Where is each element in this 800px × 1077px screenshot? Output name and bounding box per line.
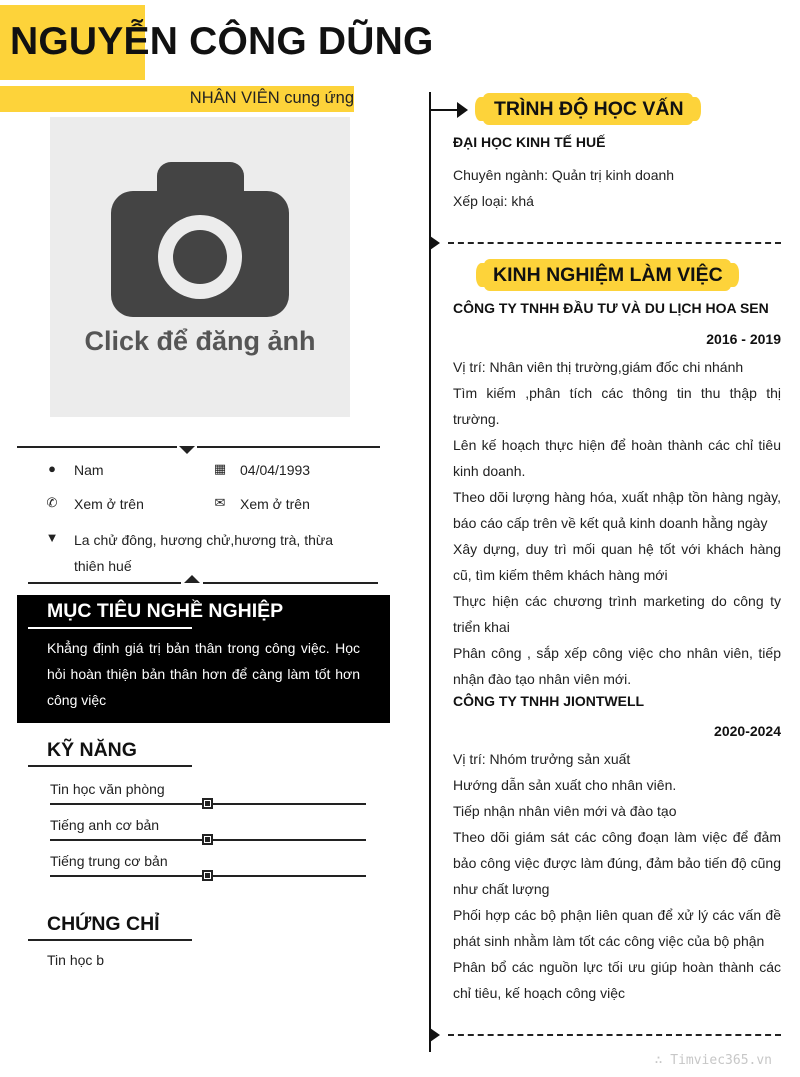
birthday-value[interactable]: 04/04/1993 bbox=[240, 462, 311, 478]
skill-name[interactable]: Tin học văn phòng bbox=[50, 781, 165, 797]
job-line: Phân bổ các nguồn lực tối ưu giúp hoàn thành các chỉ tiêu, kế hoạch công việc bbox=[453, 959, 781, 1001]
address-value[interactable]: La chử đông, hương chử,hương trà, thừa thiên huế bbox=[74, 532, 334, 574]
info-divider-right bbox=[197, 446, 380, 448]
job-description[interactable] bbox=[453, 354, 781, 692]
objective-title: MỤC TIÊU NGHỀ NGHIỆP bbox=[47, 600, 284, 622]
timeline-marker bbox=[430, 236, 440, 250]
info-bottom-divider-left bbox=[28, 582, 181, 584]
divider-arrow-up bbox=[184, 575, 200, 583]
job-company[interactable]: CÔNG TY TNHH ĐẦU TƯ VÀ DU LỊCH HOA SEN bbox=[453, 300, 769, 316]
skills-title: KỸ NĂNG bbox=[47, 739, 137, 761]
job-line: Lên kế hoạch thực hiện để hoàn thành các chỉ tiêu kinh doanh. bbox=[453, 437, 781, 479]
job-period[interactable]: 2020-2024 bbox=[714, 723, 781, 739]
skill-level-handle[interactable] bbox=[202, 870, 213, 881]
skill-name[interactable]: Tiếng trung cơ bản bbox=[50, 853, 168, 869]
experience-title: KINH NGHIỆM LÀM VIỆC bbox=[493, 264, 723, 286]
job-line: Phân công , sắp xếp công việc cho nhân viên, tiếp nhận đào tạo nhân viên mới. bbox=[453, 645, 781, 687]
education-major[interactable]: Chuyên ngành: Quản trị kinh doanh bbox=[453, 167, 675, 183]
job-line: Phối hợp các bộ phận liên quan để xử lý các vấn đề phát sinh nhằm làm tốt các công việc của bộ phận bbox=[453, 907, 781, 949]
candidate-position[interactable]: NHÂN VIÊN cung ứng bbox=[189, 89, 354, 107]
info-divider-left bbox=[17, 446, 177, 448]
section-divider bbox=[448, 1034, 781, 1036]
job-line: Vị trí: Nhóm trưởng sản xuất bbox=[453, 751, 631, 767]
arrow-right-icon bbox=[457, 102, 468, 118]
job-description[interactable] bbox=[453, 746, 781, 1006]
job-line: Tìm kiếm ,phân tích các thông tin thu thập thị trường. bbox=[453, 385, 781, 427]
skill-name[interactable]: Tiếng anh cơ bản bbox=[50, 817, 160, 833]
job-period[interactable]: 2016 - 2019 bbox=[706, 331, 781, 347]
divider-arrow-down bbox=[179, 446, 195, 454]
skill-level-handle[interactable] bbox=[202, 834, 213, 845]
education-grade[interactable]: Xếp loại: khá bbox=[453, 193, 534, 209]
candidate-name[interactable]: NGUYỄN CÔNG DŨNG bbox=[10, 20, 434, 63]
job-line: Tiếp nhận nhân viên mới và đào tạo bbox=[453, 803, 677, 819]
section-divider bbox=[448, 242, 781, 244]
phone-value[interactable]: Xem ở trên bbox=[74, 496, 144, 512]
watermark: ∴ Timviec365.vn bbox=[654, 1053, 772, 1068]
education-school[interactable]: ĐẠI HỌC KINH TẾ HUẾ bbox=[453, 134, 606, 150]
certificates-title: CHỨNG CHỈ bbox=[47, 913, 160, 935]
job-line: Theo dõi lượng hàng hóa, xuất nhập tồn hàng ngày, báo cáo cấp trên về kết quả kinh doanh hằng ngày bbox=[453, 489, 781, 531]
calendar-icon: ▦ bbox=[213, 461, 227, 476]
job-line: Theo dõi giám sát các công đoạn làm việc để đảm bảo công việc được làm đúng, đảm bảo tiến độ cũng như chất lượng bbox=[453, 829, 781, 897]
objective-text[interactable]: Khẳng định giá trị bản thân trong công việc. Học hỏi hoàn thiện bản thân hơn để càng làm tốt hơn công việc bbox=[47, 640, 360, 708]
job-line: Thực hiện các chương trình marketing do công ty triển khai bbox=[453, 593, 781, 635]
job-company[interactable]: CÔNG TY TNHH JIONTWELL bbox=[453, 693, 645, 709]
certificates-title-underline bbox=[28, 939, 192, 941]
timeline-marker bbox=[430, 1028, 440, 1042]
email-value[interactable]: Xem ở trên bbox=[240, 496, 310, 512]
certificate-item[interactable]: Tin học b bbox=[47, 952, 105, 968]
job-line: Hướng dẫn sản xuất cho nhân viên. bbox=[453, 777, 677, 793]
job-line: Vị trí: Nhân viên thị trường,giám đốc chi nhánh bbox=[453, 359, 744, 375]
photo-upload-caption: Click để đăng ảnh bbox=[84, 326, 316, 356]
info-bottom-divider-right bbox=[203, 582, 378, 584]
photo-upload[interactable] bbox=[50, 117, 350, 417]
objective-title-underline bbox=[28, 627, 192, 629]
gender-value[interactable]: Nam bbox=[74, 462, 104, 478]
email-icon: ✉ bbox=[214, 495, 226, 510]
skill-level-handle[interactable] bbox=[202, 798, 213, 809]
job-line: Xây dựng, duy trì mối quan hệ tốt với khách hàng cũ, tìm kiếm thêm khách hàng mới bbox=[453, 541, 781, 583]
skills-title-underline bbox=[28, 765, 192, 767]
watermark-text: Timviec365.vn bbox=[670, 1053, 772, 1068]
phone-icon: ✆ bbox=[46, 495, 58, 510]
education-title: TRÌNH ĐỘ HỌC VẤN bbox=[494, 98, 684, 120]
camera-lens bbox=[173, 230, 227, 284]
location-pin-icon: ▼ bbox=[45, 530, 59, 545]
user-icon: ● bbox=[48, 461, 56, 476]
